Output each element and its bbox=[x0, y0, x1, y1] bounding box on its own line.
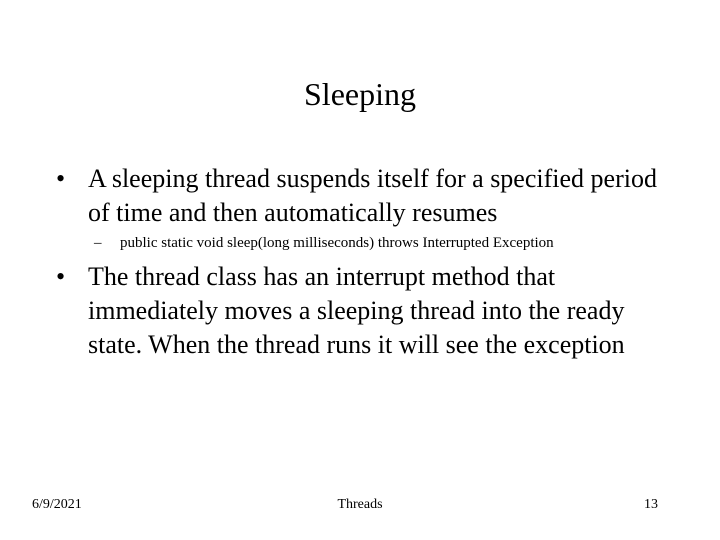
bullet-text: A sleeping thread suspends itself for a specified period of time and then automatically resumes bbox=[88, 164, 657, 227]
slide-title: Sleeping bbox=[304, 76, 416, 112]
bullet-marker: • bbox=[56, 262, 66, 291]
sub-bullet-text: public static void sleep(long milliseconds) throws Interrupted Exception bbox=[120, 235, 554, 251]
bullet-item bbox=[56, 162, 676, 230]
footer-page-number: 13 bbox=[644, 497, 658, 512]
bullet-text: The thread class has an interrupt method that immediately moves a sleeping thread into the ready state. When the thread runs it will see the exception bbox=[88, 262, 625, 359]
bullet-item bbox=[56, 260, 676, 362]
sub-bullet-item bbox=[94, 233, 694, 253]
bullet-marker: • bbox=[56, 164, 66, 193]
sub-bullet-marker: – bbox=[94, 235, 102, 251]
footer-date: 6/9/2021 bbox=[32, 497, 82, 512]
footer-title: Threads bbox=[337, 497, 383, 512]
